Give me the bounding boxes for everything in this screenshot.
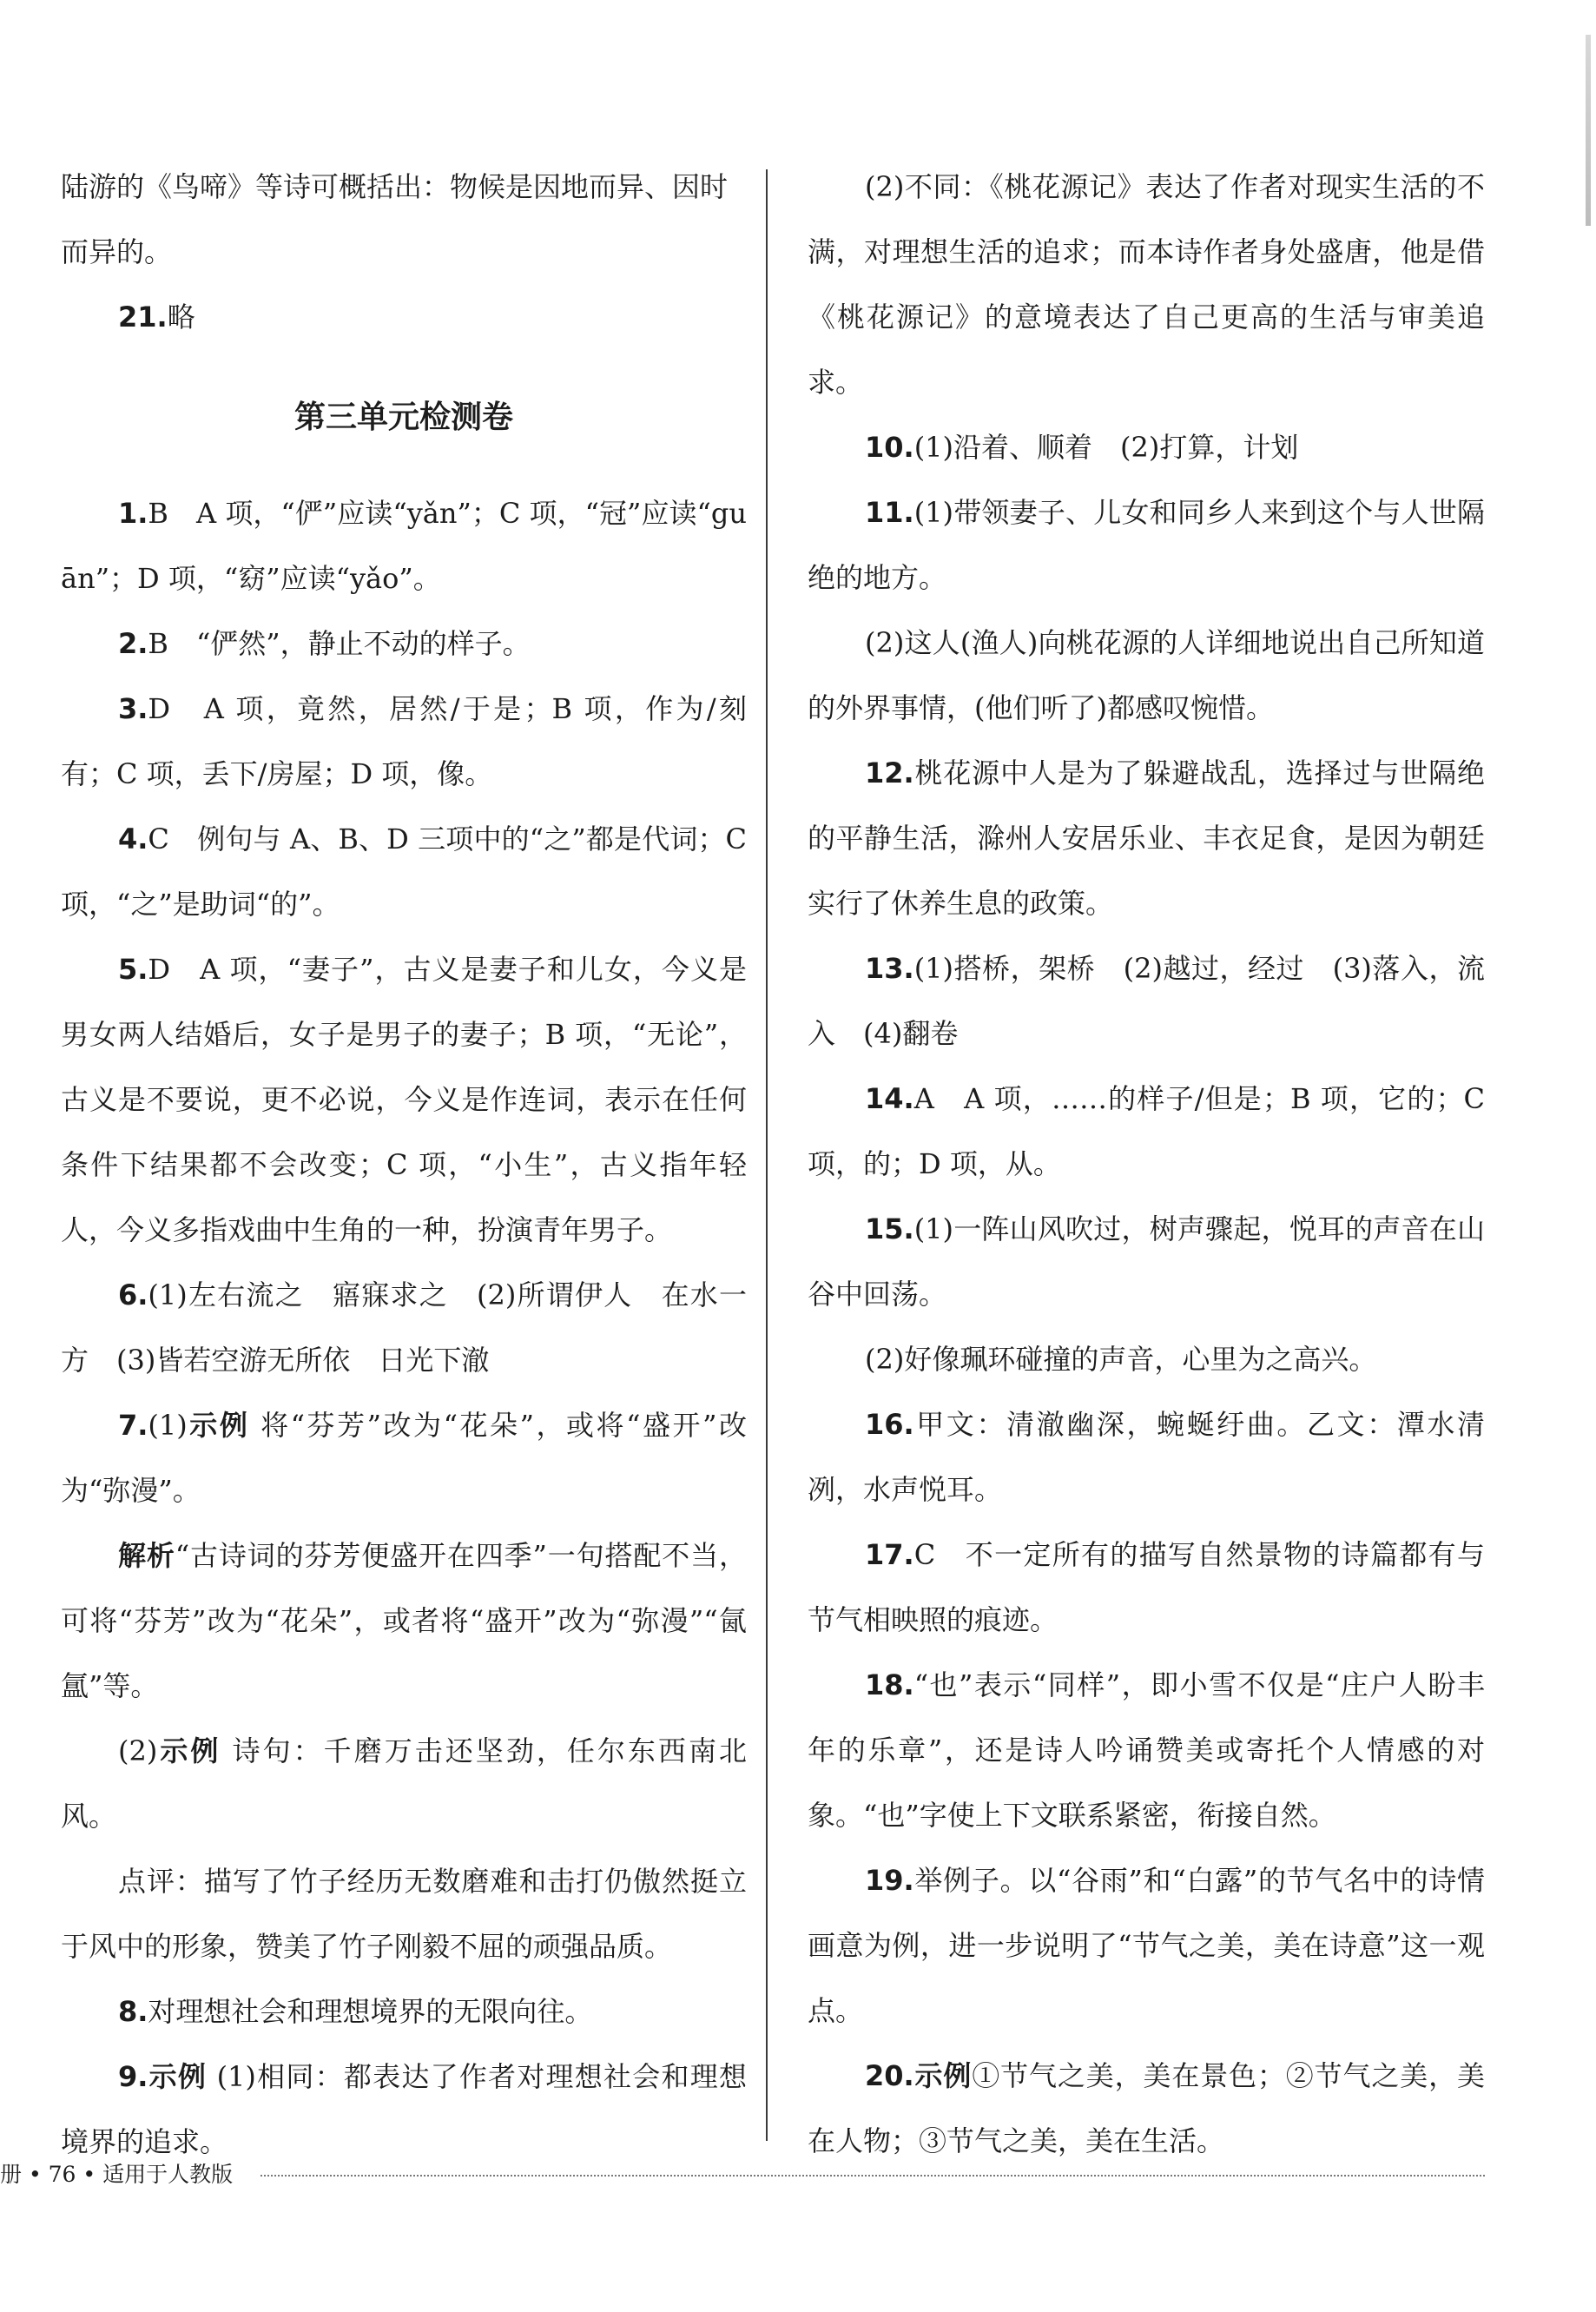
- answer-3: [61, 677, 747, 807]
- example-tag: 示例: [157, 1734, 221, 1767]
- answer-2: [61, 611, 747, 677]
- answer-5: [61, 937, 747, 1263]
- answer-number: 6.: [118, 1278, 148, 1311]
- answer-number: 16.: [865, 1408, 914, 1441]
- answer-18: [808, 1653, 1485, 1848]
- answer-text: C 例句与 A、B、D 三项中的“之”都是代词；C 项，“之”是助词“的”。: [61, 822, 747, 921]
- answer-9-part-2: (2)不同：《桃花源记》表达了作者对现实生活的不满，对理想生活的追求；而本诗作者身处盛唐，他是借《桃花源记》的意境表达了自己更高的生活与审美追求。: [808, 170, 1485, 399]
- answer-number: 11.: [865, 496, 914, 529]
- answer-number: 17.: [865, 1538, 914, 1571]
- analysis-tag: 解析: [118, 1539, 175, 1572]
- answer-text: (1)相同：都表达了作者对理想社会和理想境界的追求。: [61, 2060, 747, 2158]
- answer-text: (1)带领妻子、儿女和同乡人来到这个与人世隔绝的地方。: [808, 496, 1485, 594]
- footer-text: 册 • 76 • 适用于人教版: [0, 2162, 234, 2187]
- intro-line-1: 陆游的《鸟啼》等诗可概括出：物候是因地而异、因时: [61, 170, 729, 203]
- answer-number: 19.: [865, 1864, 914, 1897]
- answer-text: B “俨然”，静止不动的样子。: [148, 627, 531, 660]
- answer-number: 20.: [865, 2059, 914, 2092]
- answer-text: 略: [167, 301, 195, 334]
- answer-number: 9.: [118, 2060, 148, 2093]
- answer-12: [808, 741, 1485, 936]
- section-title: 第三单元检测卷: [293, 400, 513, 435]
- answer-number: 8.: [118, 1995, 148, 2028]
- answer-text: “也”表示“同样”，即小雪不仅是“庄户人盼丰年的乐章”，还是诗人吟诵赞美或寄托个人情感的对象。“也”字使上下文联系紧密，衔接自然。: [808, 1668, 1485, 1832]
- answer-number: 13.: [865, 952, 914, 985]
- example-tag: 示例: [187, 1409, 250, 1442]
- answer-text: D A 项，竟然，居然/于是；B 项，作为/刻有；C 项，丢下/房屋；D 项，像。: [61, 692, 747, 790]
- answer-number: 21.: [118, 301, 168, 334]
- page-edge-shadow: [1586, 35, 1591, 226]
- column-divider: [766, 169, 768, 2141]
- answer-number: 18.: [865, 1668, 914, 1701]
- answer-7-analysis: [61, 1523, 747, 1719]
- answer-number: 12.: [865, 756, 914, 789]
- answer-number: 3.: [118, 692, 148, 725]
- answer-text: 将“芬芳”改为“花朵”，或将“盛开”改为“弥漫”。: [61, 1409, 747, 1507]
- answer-text: 举例子。以“谷雨”和“白露”的节气名中的诗情画意为例，进一步说明了“节气之美，美在诗意”这一观点。: [808, 1864, 1485, 2027]
- answer-text: (1)沿着、顺着 (2)打算，计划: [913, 431, 1299, 464]
- answer-19: [808, 1848, 1485, 2044]
- example-tag: 示例: [913, 2059, 973, 2092]
- answer-7-part-2: [61, 1719, 747, 1849]
- answer-part-prefix: (1): [148, 1409, 188, 1442]
- answer-21: [61, 285, 747, 350]
- example-tag: 示例: [148, 2060, 208, 2093]
- left-column: [61, 155, 747, 2175]
- answer-20: [808, 2044, 1485, 2174]
- answer-number: 15.: [865, 1212, 914, 1245]
- answer-15: [808, 1197, 1485, 1327]
- answer-8: [61, 1979, 747, 2044]
- answer-text: 诗句：千磨万击还坚劲，任尔东西南北风。: [61, 1734, 747, 1833]
- answer-number: 2.: [118, 627, 148, 660]
- answer-1: [61, 481, 747, 611]
- answer-4: [61, 807, 747, 937]
- answer-7-comment: 点评：描写了竹子经历无数磨难和击打仍傲然挺立于风中的形象，赞美了竹子刚毅不屈的顽强品质。: [61, 1865, 747, 1963]
- answer-text: (1)搭桥，架桥 (2)越过，经过 (3)落入，流入 (4)翻卷: [808, 952, 1485, 1050]
- answer-number: 4.: [118, 822, 148, 855]
- answer-text: (1)一阵山风吹过，树声骤起，悦耳的声音在山谷中回荡。: [808, 1212, 1485, 1311]
- answer-part-prefix: (2): [118, 1734, 158, 1767]
- answer-13: [808, 936, 1485, 1067]
- answer-10: [808, 415, 1485, 480]
- answer-number: 10.: [865, 431, 914, 464]
- answer-text: A A 项，……的样子/但是；B 项，它的；C 项，的；D 项，从。: [808, 1082, 1485, 1180]
- page-footer: [0, 2156, 233, 2190]
- answer-text: C 不一定所有的描写自然景物的诗篇都有与节气相映照的痕迹。: [808, 1538, 1485, 1636]
- analysis-text: “古诗词的芬芳便盛开在四季”一句搭配不当，可将“芬芳”改为“花朵”，或者将“盛开”改为“弥漫”“氤氲”等。: [61, 1539, 747, 1702]
- answer-number: 14.: [865, 1082, 914, 1115]
- answer-text: (1)左右流之 寤寐求之 (2)所谓伊人 在水一方 (3)皆若空游无所依 日光下澈: [61, 1278, 747, 1377]
- answer-number: 1.: [118, 497, 148, 530]
- answer-text: 对理想社会和理想境界的无限向往。: [148, 1995, 593, 2028]
- answer-number: 5.: [118, 953, 148, 986]
- intro-line-2: 而异的。: [61, 235, 173, 268]
- answer-7: [61, 1393, 747, 1523]
- answer-number: 7.: [118, 1409, 148, 1442]
- footer-dotted-rule: [261, 2175, 1485, 2177]
- answer-16: [808, 1392, 1485, 1523]
- answer-text: ①节气之美，美在景色；②节气之美，美在人物；③节气之美，美在生活。: [808, 2059, 1485, 2157]
- answer-text: B A 项，“俨”应读“yǎn”；C 项，“冠”应读“guān”；D 项，“窈”应读“yǎo”。: [61, 497, 747, 595]
- answer-text: 桃花源中人是为了躲避战乱，选择过与世隔绝的平静生活，滁州人安居乐业、丰衣足食，是因为朝廷实行了休养生息的政策。: [808, 756, 1485, 920]
- answer-14: [808, 1067, 1485, 1197]
- answer-text: D A 项，“妻子”，古义是妻子和儿女，今义是男女两人结婚后，女子是男子的妻子；B 项，“无论”，古义是不要说，更不必说，今义是作连词，表示在任何条件下结果都不会改变；C 项，“小生”，古义指年轻人，今义多指戏曲中生角的一种，扮演青年男子。: [61, 953, 747, 1246]
- answer-17: [808, 1523, 1485, 1653]
- answer-15-part-2: (2)好像珮环碰撞的声音，心里为之高兴。: [865, 1343, 1377, 1376]
- answer-11: [808, 480, 1485, 611]
- answer-6: [61, 1263, 747, 1393]
- right-column: [808, 155, 1485, 2174]
- answer-11-part-2: (2)这人(渔人)向桃花源的人详细地说出自己所知道的外界事情，(他们听了)都感叹惋惜。: [808, 626, 1485, 724]
- answer-text: 甲文：清澈幽深，蜿蜒纡曲。乙文：潭水清冽，水声悦耳。: [808, 1408, 1485, 1506]
